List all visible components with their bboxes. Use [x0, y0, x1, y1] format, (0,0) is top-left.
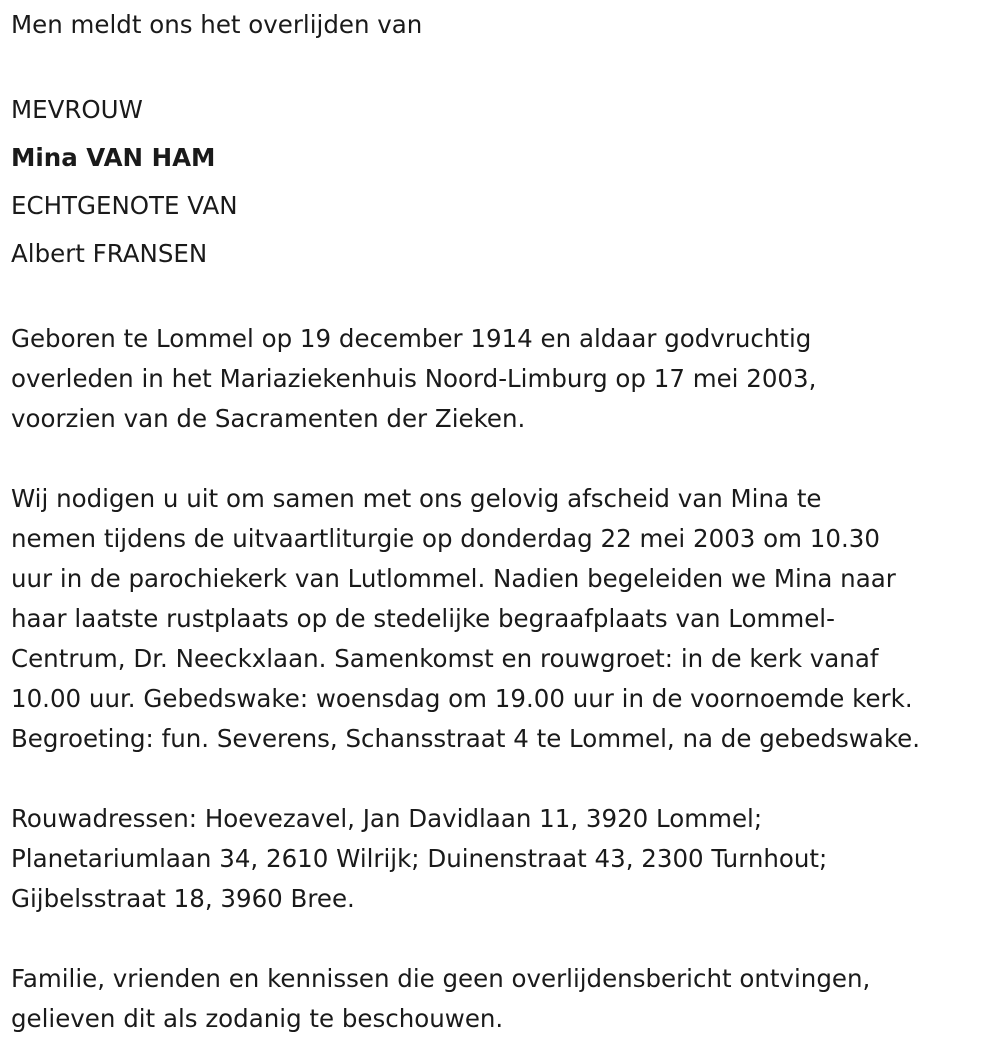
paragraph-line: 10.00 uur. Gebedswake: woensdag om 19.00 uur in de voornoemde kerk.: [11, 684, 913, 713]
paragraph-line: uur in de parochiekerk van Lutlommel. Nadien begeleiden we Mina naar: [11, 564, 896, 593]
paragraph-line: Begroeting: fun. Severens, Schansstraat 4 te Lommel, na de gebedswake.: [11, 724, 920, 753]
paragraph-line: haar laatste rustplaats op de stedelijke begraafplaats van Lommel-: [11, 604, 835, 633]
spouse-name: Albert FRANSEN: [11, 239, 208, 268]
paragraph-line: Wij nodigen u uit om samen met ons gelovig afscheid van Mina te: [11, 484, 822, 513]
deceased-name: Mina VAN HAM: [11, 143, 216, 172]
paragraph-line: Familie, vrienden en kennissen die geen overlijdensbericht ontvingen,: [11, 964, 871, 993]
paragraph-line: Rouwadressen: Hoevezavel, Jan Davidlaan 11, 3920 Lommel;: [11, 804, 763, 833]
paragraph-line: overleden in het Mariaziekenhuis Noord-Limburg op 17 mei 2003,: [11, 364, 817, 393]
mourning-addresses-paragraph: [11, 799, 996, 919]
paragraph-line: Gijbelsstraat 18, 3960 Bree.: [11, 884, 355, 913]
birth-death-paragraph: [11, 319, 996, 439]
paragraph-line: nemen tijdens de uitvaartliturgie op donderdag 22 mei 2003 om 10.30: [11, 524, 880, 553]
deceased-header: [11, 86, 996, 278]
paragraph-line: gelieven dit als zodanig te beschouwen.: [11, 1004, 504, 1033]
intro-line: Men meldt ons het overlijden van: [11, 10, 423, 39]
funeral-invitation-paragraph: [11, 479, 996, 759]
obituary-notice: [11, 0, 996, 1039]
closing-paragraph: [11, 959, 996, 1039]
paragraph-line: Planetariumlaan 34, 2610 Wilrijk; Duinenstraat 43, 2300 Turnhout;: [11, 844, 828, 873]
paragraph-line: Centrum, Dr. Neeckxlaan. Samenkomst en rouwgroet: in de kerk vanaf: [11, 644, 879, 673]
paragraph-line: Geboren te Lommel op 19 december 1914 en aldaar godvruchtig: [11, 324, 812, 353]
relation-label: ECHTGENOTE VAN: [11, 191, 238, 220]
paragraph-line: voorzien van de Sacramenten der Zieken.: [11, 404, 526, 433]
honorific: MEVROUW: [11, 95, 143, 124]
